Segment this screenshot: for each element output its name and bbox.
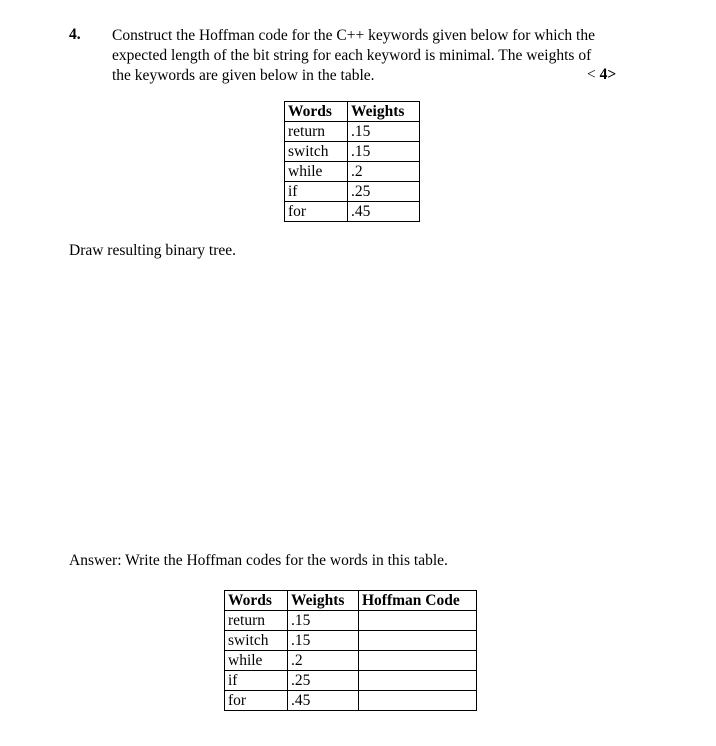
header-words: Words [285, 102, 348, 122]
cell-word: if [225, 671, 288, 691]
cell-word: while [285, 162, 348, 182]
cell-word: for [225, 691, 288, 711]
question-line-1: Construct the Hoffman code for the C++ keywords given below for which the [112, 27, 595, 44]
cell-word: return [285, 122, 348, 142]
cell-code[interactable] [359, 671, 477, 691]
marks-prefix: < [587, 66, 600, 83]
header-weights: Weights [348, 102, 420, 122]
cell-code[interactable] [359, 651, 477, 671]
cell-weight: .45 [288, 691, 359, 711]
cell-word: if [285, 182, 348, 202]
question-line-3: the keywords are given below in the table. [112, 67, 375, 84]
header-weights: Weights [288, 591, 359, 611]
weights-table-header [285, 102, 420, 122]
table-row [285, 142, 420, 162]
cell-code[interactable] [359, 691, 477, 711]
header-words: Words [225, 591, 288, 611]
cell-word: switch [285, 142, 348, 162]
cell-weight: .15 [288, 611, 359, 631]
table-row [285, 202, 420, 222]
draw-instruction: Draw resulting binary tree. [69, 242, 236, 259]
cell-word: return [225, 611, 288, 631]
cell-weight: .15 [288, 631, 359, 651]
cell-word: while [225, 651, 288, 671]
cell-word: for [285, 202, 348, 222]
question-marks [587, 66, 616, 84]
question-line-2: expected length of the bit string for each keyword is minimal. The weights of [112, 47, 592, 64]
weights-table [284, 101, 420, 222]
table-row [285, 162, 420, 182]
cell-weight: .25 [348, 182, 420, 202]
cell-weight: .2 [348, 162, 420, 182]
marks-value: 4> [599, 66, 617, 83]
table-row [225, 631, 477, 651]
table-row [285, 182, 420, 202]
cell-code[interactable] [359, 631, 477, 651]
cell-word: switch [225, 631, 288, 651]
hoffman-code-table [224, 590, 477, 711]
header-hoffman-code: Hoffman Code [359, 591, 477, 611]
table-row [285, 122, 420, 142]
cell-code[interactable] [359, 611, 477, 631]
cell-weight: .15 [348, 142, 420, 162]
cell-weight: .2 [288, 651, 359, 671]
cell-weight: .25 [288, 671, 359, 691]
hoffman-table-header [225, 591, 477, 611]
table-row [225, 611, 477, 631]
answer-instruction: Answer: Write the Hoffman codes for the words in this table. [69, 552, 448, 569]
table-row [225, 651, 477, 671]
table-row [225, 671, 477, 691]
cell-weight: .15 [348, 122, 420, 142]
cell-weight: .45 [348, 202, 420, 222]
question-text [112, 26, 637, 86]
table-row [225, 691, 477, 711]
question-number: 4. [69, 26, 81, 43]
